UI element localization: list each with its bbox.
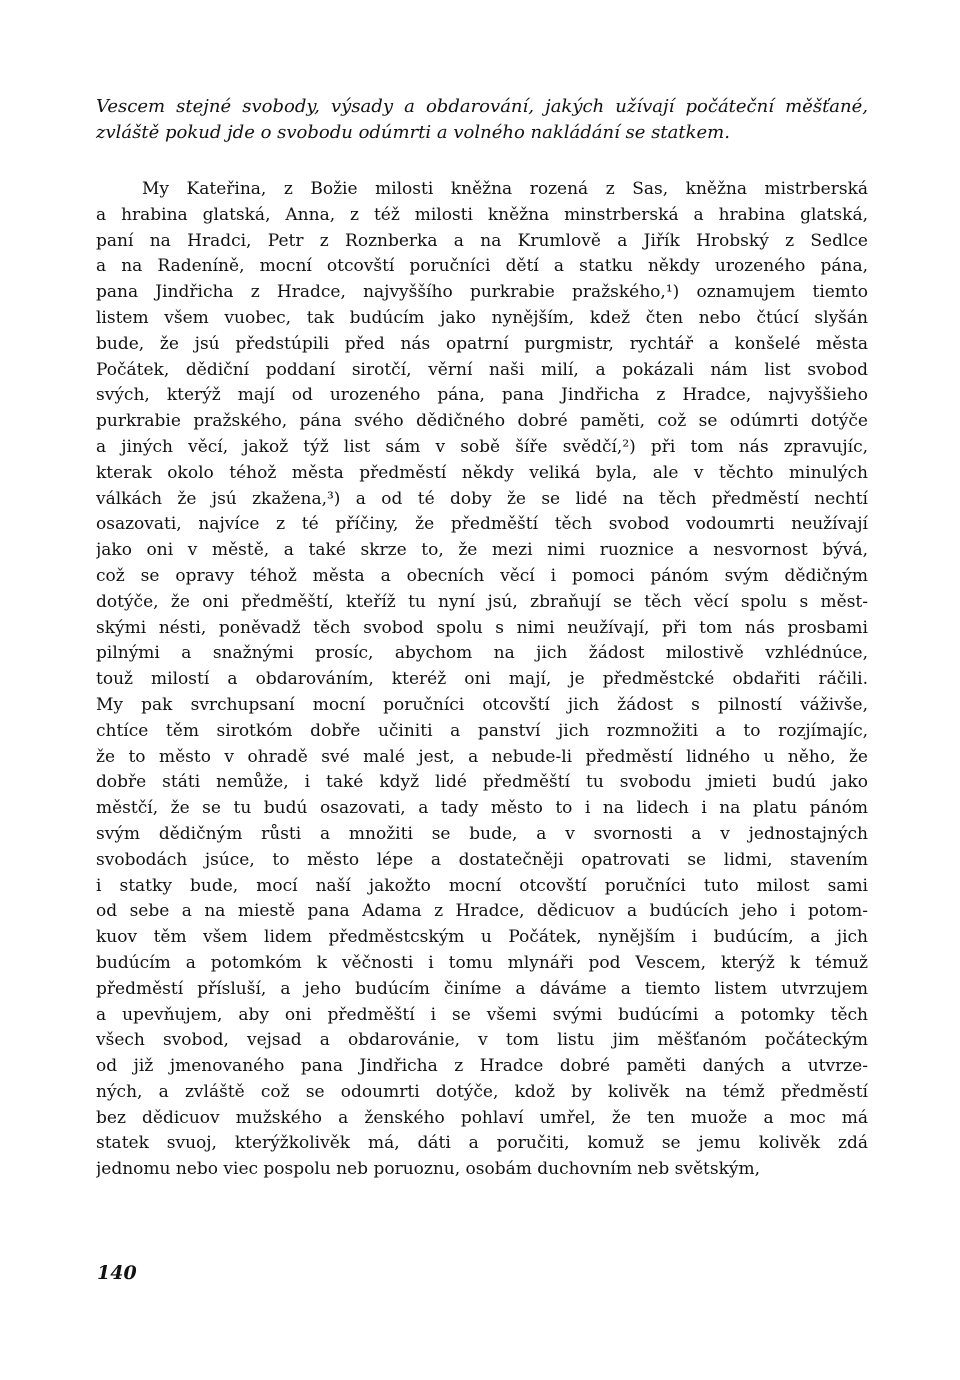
body-text-line: předměstí přísluší, a jeho budúcím činíme a dáváme a tiemto listem utvrzujem xyxy=(96,978,868,999)
body-text-line: od již jmenovaného pana Jindřicha z Hradce dobré paměti daných a utvrze- xyxy=(96,1056,868,1077)
body-text-line: Počátek, dědiční poddaní sirotčí, věrní naši milí, a pokázali nám list svobod xyxy=(96,359,868,380)
page-number: 140 xyxy=(97,1262,137,1284)
body-text-line: že to město v ohradě své malé jest, a nebude-li předměstí lidného u něho, že xyxy=(96,746,868,767)
body-text-line: jednomu nebo viec pospolu neb poruoznu, osobám duchovním neb světským, xyxy=(96,1159,761,1180)
body-text-line: listem všem vuobec, tak budúcím jako nynějším, kdež čten nebo čtúcí slyšán xyxy=(96,307,868,328)
body-text-line: jako oni v městě, a také skrze to, že mezi nimi ruoznice a nesvornost bývá, xyxy=(96,540,868,561)
body-text-line: svým dědičným růsti a množiti se bude, a v svornosti a v jednostajných xyxy=(96,823,868,844)
body-text-line: městčí, že se tu budú osazovati, a tady město to i na lidech i na platu pánóm xyxy=(96,798,868,819)
heading-line: zvláště pokud jde o svobodu odúmrti a volného nakládání se statkem. xyxy=(96,122,730,143)
body-text-line: chtíce těm sirotkóm dobře učiniti a panství jich rozmnožiti a to rozjímajíc, xyxy=(96,720,868,741)
body-text-line: od sebe a na miestě pana Adama z Hradce, dědicuov a budúcích jeho i potom- xyxy=(96,901,868,922)
body-text-line: kuov těm všem lidem předměstcským u Počátek, nynějším i budúcím, a jich xyxy=(96,927,868,948)
body-text-line: dobře státi nemůže, i také když lidé předměští tu svobodu jmieti budú jako xyxy=(96,772,868,793)
body-text-line: osazovati, najvíce z té příčiny, že předměští těch svobod vodoumrti neužívají xyxy=(96,514,868,535)
document-body-text xyxy=(96,177,868,1183)
body-text-line: a jiných věcí, jakož týž list sám v sobě šíře svědčí,²) při tom nás zpravujíc, xyxy=(96,436,868,457)
body-text-line: a upevňujem, aby oni předměští i se všemi svými budúcími a potomky těch xyxy=(96,1004,868,1025)
body-text-line: bez dědicuov mužského a ženského pohlaví umřel, že ten muože a moc má xyxy=(96,1107,868,1128)
body-text-line: paní na Hradci, Petr z Roznberka a na Krumlově a Jiřík Hrobský z Sedlce xyxy=(96,230,868,251)
heading-line: Vescem stejné svobody, výsady a obdarování, jakých užívají počáteční měšťané, xyxy=(96,96,868,117)
body-text-line: My Kateřina, z Božie milosti kněžna rozená z Sas, kněžna mistrberská xyxy=(142,179,868,199)
body-text-line: touž milostí a obdarováním, kteréž oni mají, je předměstcké obdařiti ráčili. xyxy=(96,669,868,690)
body-text-line: dotýče, že oni předměští, kteříž tu nyní jsú, zbraňují se těch věcí spolu s měst- xyxy=(96,591,868,612)
document-heading xyxy=(96,94,868,146)
body-text-line: i statky bude, mocí naší jakožto mocní otcovští poručníci tuto milost sami xyxy=(96,875,868,896)
body-text-line: bude, že jsú předstúpili před nás opatrní purgmistr, rychtář a konšelé města xyxy=(96,333,868,354)
body-text-line: a hrabina glatská, Anna, z též milosti kněžna minstrberská a hrabina glatská, xyxy=(96,204,868,225)
body-text-line: purkrabie pražského, pána svého dědičného dobré paměti, což se odúmrti dotýče xyxy=(96,411,868,432)
body-text-line: My pak svrchupsaní mocní poručníci otcovští jich žádost s pilností váživše, xyxy=(96,694,868,715)
body-text-line: svobodách jsúce, to město lépe a dostatečněji opatrovati se lidmi, stavením xyxy=(96,849,868,870)
body-text-line: pilnými a snažnými prosíc, abychom na jich žádost milostivě vzhlédnúce, xyxy=(96,643,868,664)
body-text-line: což se opravy téhož města a obecních věcí i pomoci pánóm svým dědičným xyxy=(96,565,868,586)
body-text-line: a na Radeníně, mocní otcovští poručníci dětí a statku někdy urozeného pána, xyxy=(96,256,868,277)
body-text-line: ných, a zvláště což se odoumrti dotýče, kdož by kolivěk na témž předměstí xyxy=(96,1081,868,1102)
body-text-line: válkách že jsú zkažena,³) a od té doby že se lidé na těch předměstí nechtí xyxy=(96,488,868,509)
body-text-line: kterak okolo téhož města předměstí někdy veliká byla, ale v těchto minulých xyxy=(96,462,868,483)
body-text-line: skými nésti, poněvadž těch svobod spolu s nimi neužívají, při tom nás prosbami xyxy=(96,617,868,638)
body-text-line: statek svuoj, kterýžkolivěk má, dáti a poručiti, komuž se jemu kolivěk zdá xyxy=(96,1133,868,1154)
body-text-line: budúcím a potomkóm k věčnosti i tomu mlynáři pod Vescem, kterýž k témuž xyxy=(96,952,868,973)
body-text-line: všech svobod, vejsad a obdarovánie, v tom listu jim měšťanóm počáteckým xyxy=(96,1030,868,1051)
body-text-line: svých, kterýž mají od urozeného pána, pana Jindřicha z Hradce, najvyššieho xyxy=(96,385,868,406)
body-text-line: pana Jindřicha z Hradce, najvyššího purkrabie pražského,¹) oznamujem tiemto xyxy=(96,282,868,303)
